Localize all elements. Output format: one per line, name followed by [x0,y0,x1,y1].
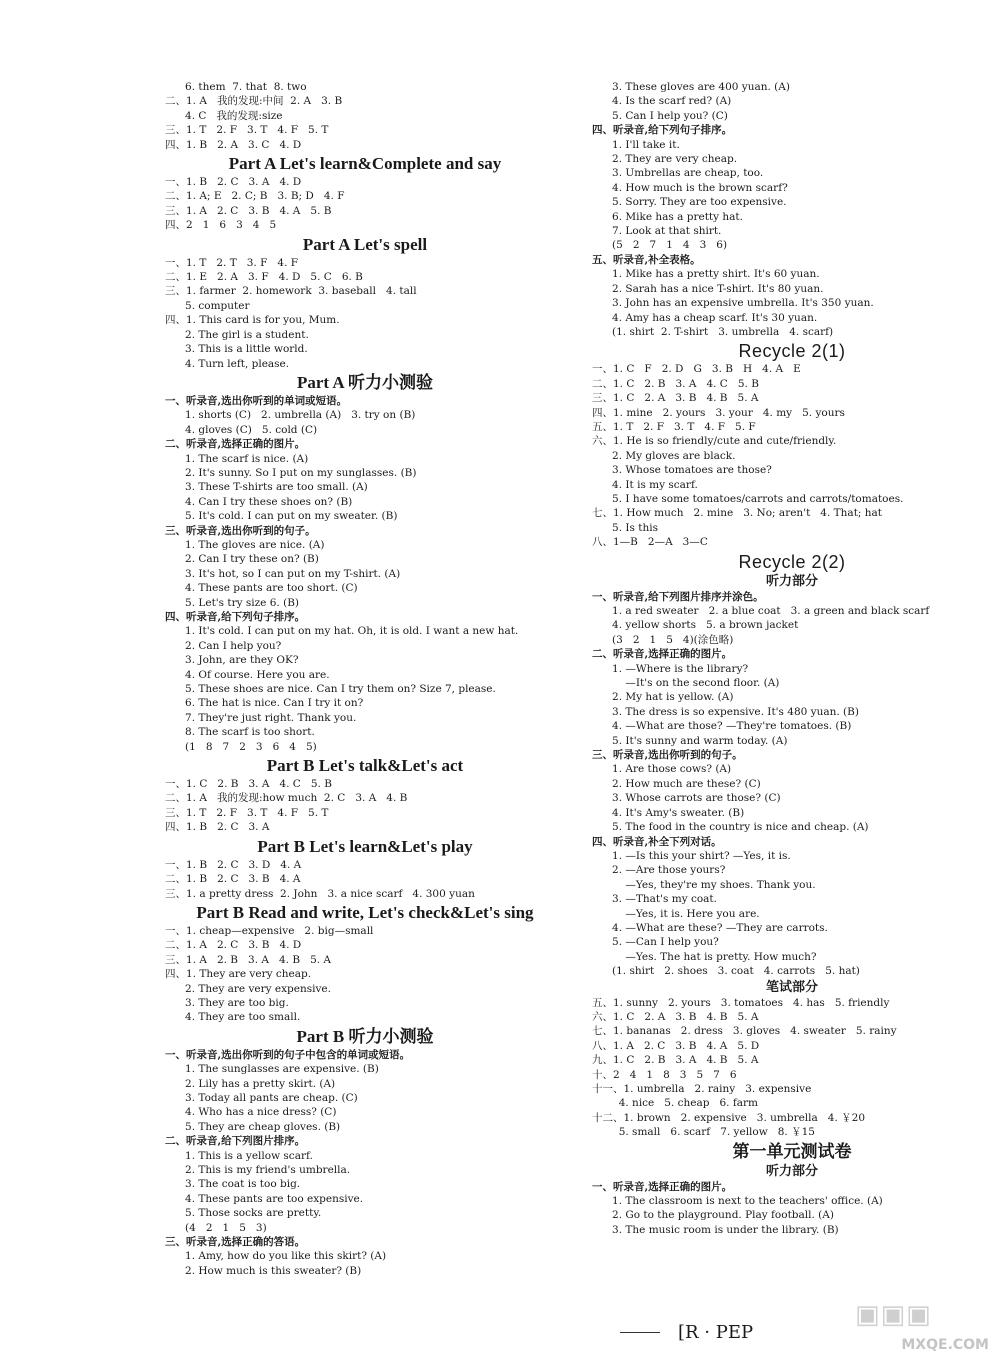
answer-line: 1. I'll take it. [592,138,680,151]
answer-line: 八、1—B 2—A 3—C [592,536,708,549]
answer-line: 一、1. T 2. T 3. F 4. F [165,256,299,269]
answer-line: 6. The hat is nice. Can I try it on? [165,697,364,710]
answer-line: 三、1. a pretty dress 2. John 3. a nice scarf 4. 300 yuan [165,887,475,900]
answer-line: 1. This is a yellow scarf. [165,1149,313,1162]
question-instruction: 二、听录音,选择正确的图片。 [165,438,306,451]
answer-line: 3. —That's my coat. [592,893,717,906]
answer-line: 2. They are very cheap. [592,153,738,166]
answer-line: 1. shorts (C) 2. umbrella (A) 3. try on (B) [165,409,416,422]
answer-line: 3. Whose carrots are those? (C) [592,792,781,805]
answer-line: 3. They are too big. [165,996,289,1009]
answer-line: 1. The gloves are nice. (A) [165,538,325,551]
answer-line: 5. Those socks are pretty. [165,1207,322,1220]
answer-line: 二、1. A 我的发现:how much 2. C 3. A 4. B [165,792,408,805]
answer-line: 五、1. sunny 2. yours 3. tomatoes 4. has 5. friendly [592,996,890,1009]
answer-line: 4. They are too small. [165,1011,301,1024]
answer-line: —Yes, they're my shoes. Thank you. [592,878,816,891]
answer-line: 3. The coat is too big. [165,1178,301,1191]
answer-line: 4. These pants are too short. (C) [165,582,358,595]
answer-line: 5. Sorry. They are too expensive. [592,196,787,209]
subsection-heading: 笔试部分 [765,979,818,995]
answer-line: 4. C 我的发现:size [165,109,283,122]
answer-line: 5. They are cheap gloves. (B) [165,1120,341,1133]
answer-line: 四、1. B 2. A 3. C 4. D [165,138,302,151]
answer-line: 4. Can I try these shoes on? (B) [165,495,353,508]
answer-line: 一、1. C 2. B 3. A 4. C 5. B [165,778,332,791]
answer-line: —It's on the second floor. (A) [592,677,780,690]
answer-line: 5. Can I help you? (C) [592,109,728,122]
section-heading: Part B 听力小测验 [296,1026,434,1046]
answer-line: (1. shirt 2. shoes 3. coat 4. carrots 5. hat) [592,965,860,978]
answer-line: 4. These pants are too expensive. [165,1192,364,1205]
answer-line: 四、1. They are very cheap. [165,968,312,981]
footer-rule [620,1332,660,1333]
answer-line: 九、1. C 2. B 3. A 4. B 5. A [592,1054,759,1067]
answer-line: 2. It's sunny. So I put on my sunglasses. (B) [165,466,417,479]
watermark-mark: ▣▣▣ [855,1300,932,1330]
question-instruction: 三、听录音,选出你听到的句子。 [165,524,316,537]
answer-line: 3. The dress is so expensive. It's 480 yuan. (B) [592,705,859,718]
answer-line: 4. —What are those? —They're tomatoes. (B) [592,720,852,733]
watermark-site: MXQE.COM [901,1337,989,1353]
answer-line: 5. Is this [592,521,658,534]
answer-line: 四、1. This card is for you, Mum. [165,314,340,327]
answer-line: 1. Amy, how do you like this skirt? (A) [165,1250,387,1263]
answer-line: 6. Mike has a pretty hat. [592,210,743,223]
answer-line: 5. It's cold. I can put on my sweater. (B) [165,510,398,523]
question-instruction: 四、听录音,补全下列对话。 [592,835,722,848]
answer-line: 四、2 1 6 3 4 5 [165,219,277,232]
answer-line: 一、1. B 2. C 3. A 4. D [165,176,302,189]
question-instruction: 三、听录音,选出你听到的句子。 [592,749,743,762]
answer-line: 三、1. T 2. F 3. T 4. F 5. T [165,806,329,819]
answer-line: 3. Today all pants are cheap. (C) [165,1091,358,1104]
answer-line: 4. Who has a nice dress? (C) [165,1106,337,1119]
answer-line: 1. Are those cows? (A) [592,763,732,776]
answer-line: 2. How much is this sweater? (B) [165,1264,362,1277]
section-heading: 第一单元测试卷 [732,1141,852,1161]
answer-line: 3. John has an expensive umbrella. It's 350 yuan. [592,297,874,310]
answer-line: 4. It is my scarf. [592,478,698,491]
answer-line: 三、1. A 2. C 3. B 4. A 5. B [165,204,332,217]
section-heading: Part A Let's learn&Complete and say [228,154,502,174]
question-instruction: 一、听录音,给下列图片排序并涂色。 [592,590,764,603]
answer-line: 4. yellow shorts 5. a brown jacket [592,619,799,632]
answer-line: 3. Umbrellas are cheap, too. [592,167,764,180]
answer-line: 1. The classroom is next to the teachers' office. (A) [592,1195,883,1208]
answer-line: 5. Let's try size 6. (B) [165,596,300,609]
answer-line: 2. Lily has a pretty skirt. (A) [165,1077,336,1090]
answer-line: (4 2 1 5 3) [165,1221,267,1234]
answer-line: 三、1. farmer 2. homework 3. baseball 4. tall [165,285,417,298]
answer-line: 七、1. How much 2. mine 3. No; aren't 4. That; hat [592,507,883,520]
answer-line: 3. These T-shirts are too small. (A) [165,481,368,494]
footer-label: [R · PEP [678,1322,754,1343]
answer-line: 2. Can I try these on? (B) [165,553,319,566]
answer-line: 3. Whose tomatoes are those? [592,464,772,477]
answer-column-left [165,80,565,1278]
answer-line: 5. computer [165,299,250,312]
answer-line: 4. —What are these? —They are carrots. [592,921,828,934]
answer-line: 二、1. E 2. A 3. F 4. D 5. C 6. B [165,271,363,284]
section-heading: Part B Let's learn&Let's play [257,836,473,856]
answer-line: (1. shirt 2. T-shirt 3. umbrella 4. scarf) [592,325,834,338]
answer-line: 三、1. C 2. A 3. B 4. B 5. A [592,392,759,405]
answer-line: 2. Can I help you? [165,639,282,652]
answer-line: 4. It's Amy's sweater. (B) [592,806,745,819]
answer-line: 7. Look at that shirt. [592,225,722,238]
section-heading: Part A 听力小测验 [297,372,433,392]
answer-line: 4. How much is the brown scarf? [592,181,788,194]
answer-line: (3 2 1 5 4)(涂色略) [592,633,734,646]
answer-line: 七、1. bananas 2. dress 3. gloves 4. sweater 5. rainy [592,1025,897,1038]
question-instruction: 二、听录音,给下列图片排序。 [165,1135,306,1148]
answer-line: 1. —Where is the library? [592,662,749,675]
answer-line: 5. —Can I help you? [592,936,719,949]
answer-line: 5. It's sunny and warm today. (A) [592,734,788,747]
section-heading: Recycle 2(2) [738,551,846,572]
answer-line: 4. Turn left, please. [165,357,290,370]
answer-line: 2. Go to the playground. Play football. (A) [592,1209,834,1222]
answer-line: 二、1. A 我的发现:中间 2. A 3. B [165,95,343,108]
answer-line: 一、1. C F 2. D G 3. B H 4. A E [592,363,801,376]
answer-line: 8. The scarf is too short. [165,726,315,739]
answer-line: 4. Amy has a cheap scarf. It's 30 yuan. [592,311,818,324]
answer-line: 2. Sarah has a nice T-shirt. It's 80 yuan. [592,282,824,295]
answer-line: 1. Mike has a pretty shirt. It's 60 yuan. [592,268,820,281]
answer-line: 十、2 4 1 8 3 5 7 6 [592,1068,737,1081]
question-instruction: 二、听录音,选择正确的图片。 [592,648,733,661]
answer-line: 五、1. T 2. F 3. T 4. F 5. F [592,420,756,433]
question-instruction: 五、听录音,补全表格。 [592,253,701,266]
answer-line: 2. This is my friend's umbrella. [165,1164,351,1176]
answer-line: 2. —Are those yours? [592,864,726,877]
answer-line: 三、1. T 2. F 3. T 4. F 5. T [165,124,329,137]
answer-line: (1 8 7 2 3 6 4 5) [165,740,317,753]
answer-line: 4. Is the scarf red? (A) [592,95,732,108]
answer-line: 十一、1. umbrella 2. rainy 3. expensive [592,1083,812,1095]
answer-line: 1. It's cold. I can put on my hat. Oh, it is old. I want a new hat. [165,625,519,638]
answer-line: 4. nice 5. cheap 6. farm [592,1097,758,1110]
answer-line: 六、1. C 2. A 3. B 4. B 5. A [592,1010,759,1023]
question-instruction: 一、听录音,选出你听到的句子中包含的单词或短语。 [165,1048,411,1061]
answer-line: 5. These shoes are nice. Can I try them on? Size 7, please. [165,683,496,696]
question-instruction: 三、听录音,选择正确的答语。 [165,1236,306,1249]
answer-line: 2. How much are these? (C) [592,777,761,790]
question-instruction: 四、听录音,给下列句子排序。 [592,124,733,137]
answer-line: 1. —Is this your shirt? —Yes, it is. [592,849,791,862]
answer-line: 4. Of course. Here you are. [165,668,330,681]
question-instruction: 一、听录音,选出你听到的单词或短语。 [165,394,348,407]
answer-line: 十二、1. brown 2. expensive 3. umbrella 4. ￥20 [592,1111,866,1124]
answer-line: 3. This is a little world. [165,343,308,356]
answer-column-right [592,80,992,1237]
answer-line: 二、1. A; E 2. C; B 3. B; D 4. F [165,190,345,203]
answer-line: 一、1. cheap—expensive 2. big—small [165,924,374,937]
answer-line: 5. The food in the country is nice and cheap. (A) [592,821,869,834]
answer-line: 5. small 6. scarf 7. yellow 8. ￥15 [592,1126,815,1139]
answer-line: 四、1. mine 2. yours 3. your 4. my 5. yours [592,406,845,419]
answer-line: 2. They are very expensive. [165,982,331,995]
answer-line: —Yes. The hat is pretty. How much? [592,950,817,963]
answer-line: 2. My hat is yellow. (A) [592,691,734,704]
answer-line: 7. They're just right. Thank you. [165,711,357,724]
section-heading: Part B Read and write, Let's check&Let's sing [196,902,534,922]
answer-line: 1. The scarf is nice. (A) [165,452,309,465]
answer-line: 4. gloves (C) 5. cold (C) [165,423,318,436]
page-footer [620,1322,753,1343]
answer-line: 一、1. B 2. C 3. D 4. A [165,858,302,871]
answer-line: 八、1. A 2. C 3. B 4. A 5. D [592,1039,760,1052]
answer-line: 二、1. A 2. C 3. B 4. D [165,939,302,952]
answer-line: 四、1. B 2. C 3. A [165,821,270,834]
answer-line: 六、1. He is so friendly/cute and cute/friendly. [592,435,837,448]
answer-line: (5 2 7 1 4 3 6) [592,239,728,252]
answer-line: 二、1. C 2. B 3. A 4. C 5. B [592,377,759,390]
answer-line: 6. them 7. that 8. two [165,81,307,93]
answer-line: 2. The girl is a student. [165,328,309,341]
watermark-logo [855,1300,995,1355]
answer-line: 2. My gloves are black. [592,449,736,462]
answer-line: 二、1. B 2. C 3. B 4. A [165,873,301,886]
section-heading: Part A Let's spell [302,234,428,254]
answer-line: 1. The sunglasses are expensive. (B) [165,1063,379,1076]
section-heading: Part B Let's talk&Let's act [266,756,464,776]
answer-line: 3. The music room is under the library. (B) [592,1223,839,1236]
answer-line: 3. It's hot, so I can put on my T-shirt. (A) [165,567,401,580]
answer-line: —Yes, it is. Here you are. [592,907,760,920]
subsection-heading: 听力部分 [765,1163,818,1179]
answer-line: 三、1. A 2. B 3. A 4. B 5. A [165,953,332,966]
answer-line: 3. These gloves are 400 yuan. (A) [592,81,790,93]
answer-line: 3. John, are they OK? [165,654,299,667]
section-heading: Recycle 2(1) [738,341,846,362]
answer-line: 1. a red sweater 2. a blue coat 3. a green and black scarf [592,605,930,617]
answer-line: 5. I have some tomatoes/carrots and carrots/tomatoes. [592,492,904,505]
question-instruction: 一、听录音,选择正确的图片。 [592,1180,733,1193]
subsection-heading: 听力部分 [765,573,818,589]
question-instruction: 四、听录音,给下列句子排序。 [165,611,306,623]
